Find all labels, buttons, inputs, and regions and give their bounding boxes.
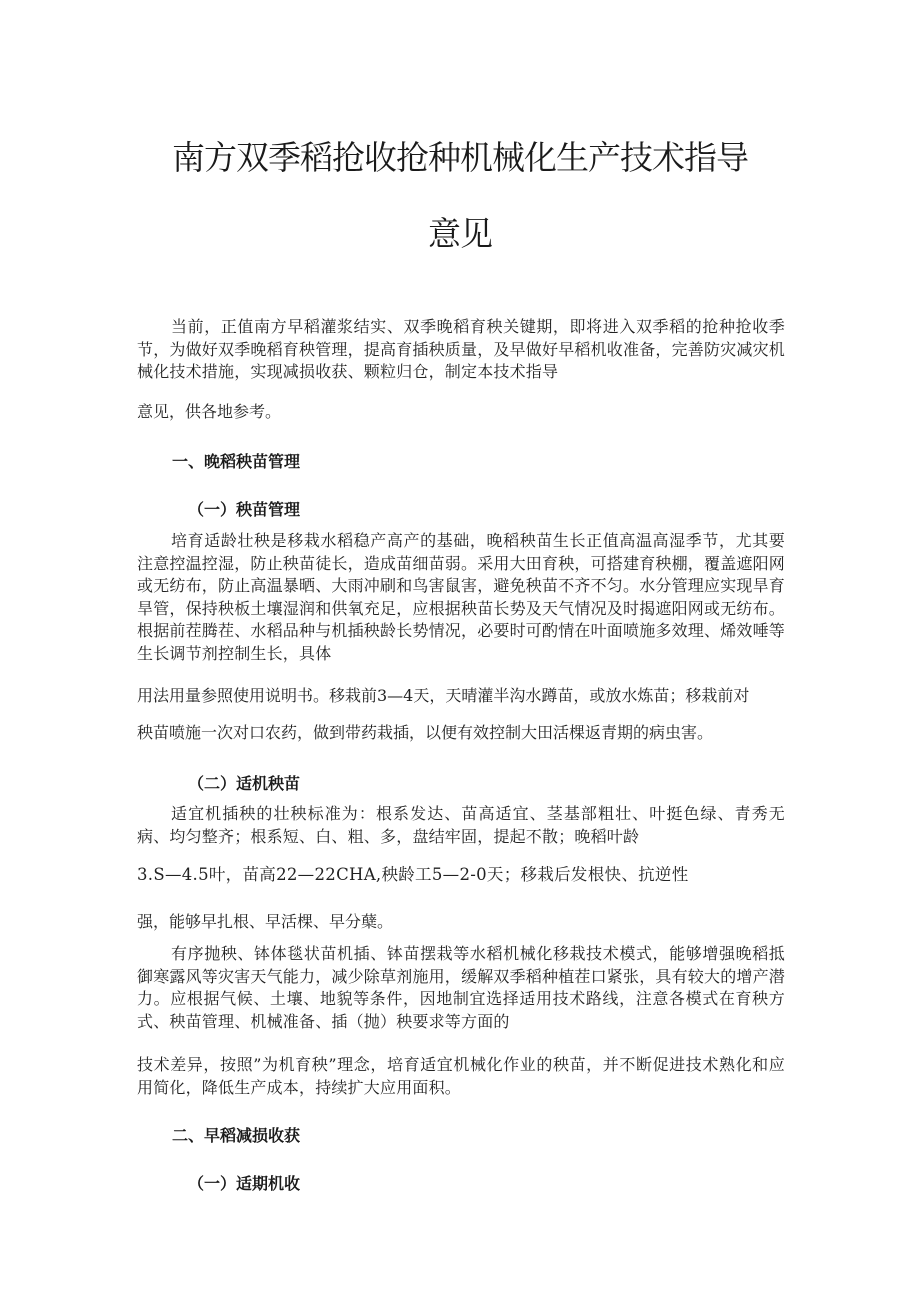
intro-paragraph: 当前，正值南方早稻灌浆结实、双季晚稻育秧关键期，即将进入双季稻的抢种抢收季节，为做好双季晚稻育秧管理，提高育插秧质量，及早做好早稻机收准备，完善防灾减灾机械化技术措施，实现减损收获、颗粒归仓，制定本技术指导: [137, 317, 786, 381]
suitable-seedling-line-b: 强，能够早扎根、早活棵、早分蘖。: [137, 912, 394, 931]
section-1-sub-2-heading: （二）适机秧苗: [188, 774, 301, 793]
intro-continuation: 意见，供各地参考。: [137, 402, 282, 421]
section-2-sub-1-heading: （一）适期机收: [188, 1174, 301, 1193]
seedling-management-line-2: 秧苗喷施一次对口农药，做到带药栽插，以便有效控制大田活棵返青期的病虫害。: [137, 723, 714, 742]
suitable-seedling-paragraph: 适宜机插秧的壮秧标准为：根系发达、苗高适宜、茎基部粗壮、叶挺色绿、青秀无病、均匀整齐；根系短、白、粗、多，盘结牢固，提起不散；晚稻叶龄: [137, 804, 785, 846]
section-1-sub-1-heading: （一）秧苗管理: [188, 500, 301, 519]
section-2-heading: 二、早稻减损收获: [172, 1126, 301, 1145]
document-title-line-1: 南方双季稻抢收抢种机械化生产技术指导: [172, 138, 748, 177]
section-1-heading: 一、晚稻秧苗管理: [172, 452, 301, 471]
suitable-seedling-line-a: 3.S—4.5叶，苗高22—22CHA,秧龄工5—2-0天；移栽后发根快、抗逆性: [137, 865, 689, 884]
seedling-management-paragraph: 培育适龄壮秧是移栽水稻稳产高产的基础，晚稻秧苗生长正值高温高湿季节，尤其要注意控温控湿，防止秧苗徒长，造成苗细苗弱。采用大田育秧，可搭建育秧棚，覆盖遮阳网或无纺布，防止高温暴晒、大雨冲刷和鸟害鼠害，避免秧苗不齐不匀。水分管理应实现旱育旱管，保持秧板土壤湿润和供氧充足，应根据秧苗长势及天气情况及时揭遮阳网或无纺布。根据前茬腾茬、水稻品种与机插秧龄长势情况，必要时可酌情在叶面喷施多效理、烯效唾等生长调节剂控制生长，具体: [137, 531, 786, 663]
transplant-modes-continuation: 技术差异，按照”为机育秧”理念，培育适宜机械化作业的秧苗，并不断促进技术熟化和应用简化，降低生产成本，持续扩大应用面积。: [137, 1055, 785, 1097]
document-title-line-2: 意见: [428, 214, 492, 253]
transplant-modes-paragraph: 有序抛秧、钵体毯状苗机插、钵苗摆栽等水稻机械化移栽技术模式，能够增强晚稻抵御寒露风等灾害天气能力，减少除草剂施用，缓解双季稻种植茬口紧张，具有较大的增产潜力。应根据气候、土壤、地貌等条件，因地制宜选择适用技术路线，注意各模式在育秧方式、秧苗管理、机械准备、插（抛）秧要求等方面的: [137, 944, 786, 1031]
seedling-management-line-1: 用法用量参照使用说明书。移栽前3—4天，天晴灌半沟水蹲苗，或放水炼苗；移栽前对: [137, 686, 750, 705]
